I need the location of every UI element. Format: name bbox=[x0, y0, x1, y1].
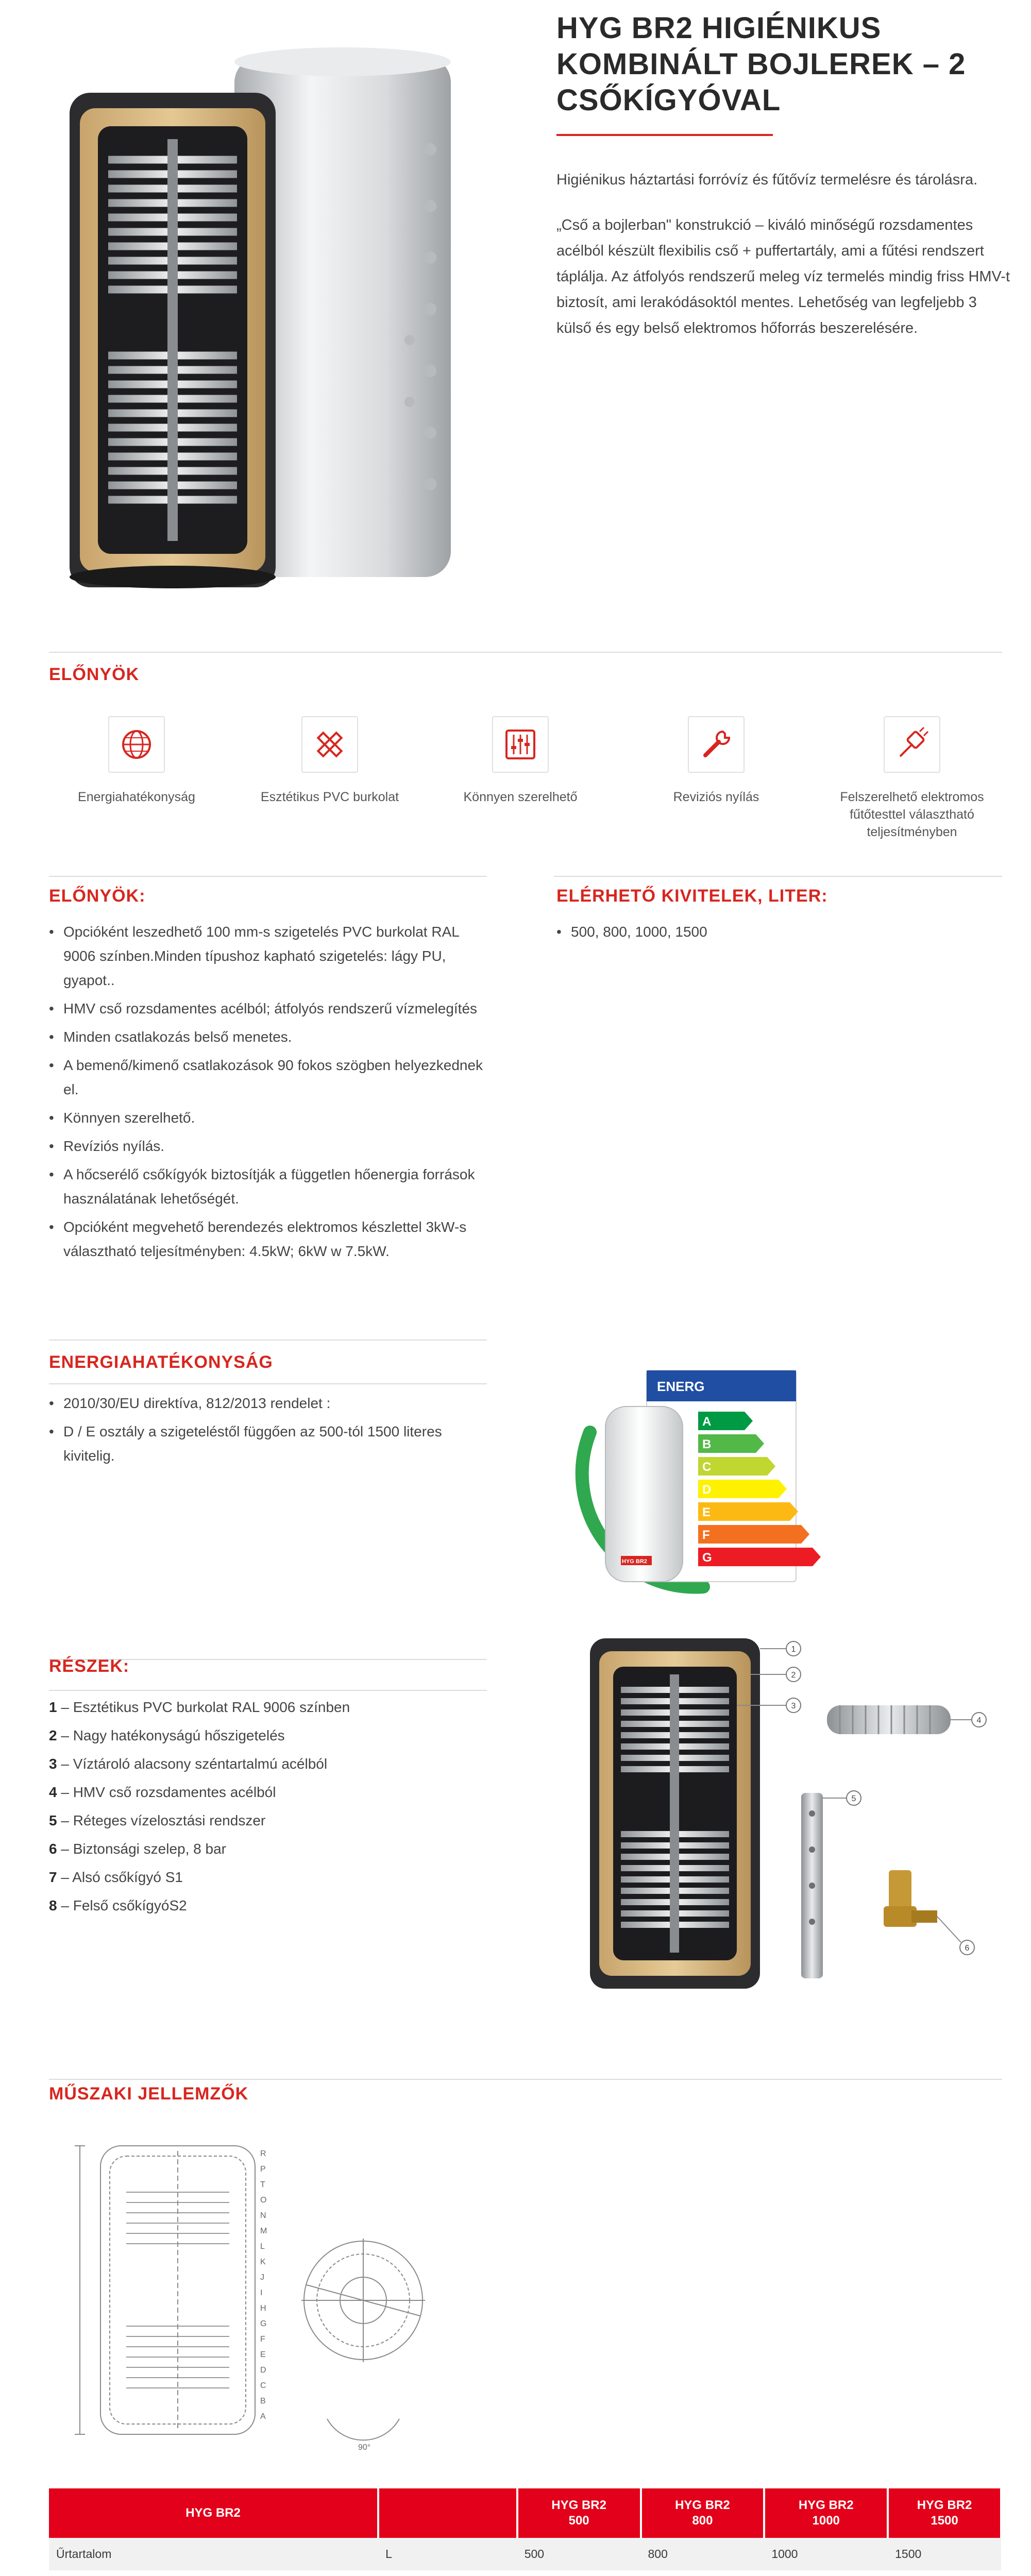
callout-number: 6 bbox=[965, 1944, 970, 1953]
table-header-row bbox=[49, 2488, 1001, 2538]
specs-heading: MŰSZAKI JELLEMZŐK bbox=[49, 2084, 249, 2104]
list-item: 4 – HMV cső rozsdamentes acélból bbox=[49, 1784, 276, 1800]
drawing-label: J bbox=[260, 2273, 264, 2282]
drawing-label: O bbox=[260, 2196, 267, 2205]
intro-paragraph: Higiénikus háztartási forróvíz és fűtővíz termelésre és tárolásra. bbox=[556, 172, 978, 188]
energy-globe-icon bbox=[108, 716, 165, 773]
advantage-item bbox=[59, 716, 214, 806]
specs-table bbox=[49, 2488, 1002, 2576]
advantage-item bbox=[835, 716, 989, 841]
callout-number: 4 bbox=[976, 1716, 982, 1725]
drawing-label: E bbox=[260, 2350, 266, 2359]
table-header-cell: HYG BR2 1500 bbox=[888, 2488, 1001, 2538]
intro-paragraph: „Cső a bojlerban" konstrukció – kiváló minőségű rozsdamentes acélból készült flexibilis cső + puffertartály, ami a fűtési rendszert táplálja. Az átfolyós rendszerű meleg víz termelés mindig friss HMV-t biztosít, ami lerakódásoktól mentes. Lehetőség van legfeljebb 3 külső és egy belső elektromos hőforrás beszerelésére. bbox=[556, 217, 1010, 336]
table-header-cell: HYG BR2 bbox=[49, 2488, 378, 2538]
list-item: 8 – Felső csőkígyóS2 bbox=[49, 1897, 187, 1913]
energy-class-bar bbox=[698, 1525, 809, 1544]
divider bbox=[49, 876, 487, 877]
drawing-label: D bbox=[260, 2366, 266, 2375]
energy-class-label: E bbox=[702, 1505, 711, 1519]
page-title: HYG BR2 HIGIÉNIKUS KOMBINÁLT BOJLEREK – 2 CSŐKÍGYÓVAL bbox=[556, 11, 966, 117]
callout-number: 3 bbox=[791, 1702, 796, 1710]
table-cell: L bbox=[378, 2538, 517, 2571]
heater-plug-icon bbox=[884, 716, 940, 773]
divider bbox=[49, 1340, 487, 1341]
table-header-cell: HYG BR2 800 bbox=[641, 2488, 765, 2538]
list-item: • HMV cső rozsdamentes acélból; átfolyós rendszerű vízmelegítés bbox=[49, 1001, 478, 1016]
energy-class-label: F bbox=[702, 1528, 710, 1542]
list-item: 3 – Víztároló alacsony széntartalmú acélból bbox=[49, 1756, 328, 1772]
advantage-item bbox=[443, 716, 598, 806]
parts-exploded-image bbox=[559, 1628, 1012, 2009]
drawing-label: P bbox=[260, 2165, 266, 2174]
table-cell bbox=[888, 2571, 1001, 2576]
divider bbox=[554, 876, 1002, 877]
list-item: 6 – Biztonsági szelep, 8 bar bbox=[49, 1841, 226, 1857]
table-cell: Űrtartalom bbox=[49, 2538, 378, 2571]
advantage-label: Könnyen szerelhető bbox=[463, 790, 578, 804]
energy-class-label: B bbox=[702, 1437, 712, 1451]
callout-number: 2 bbox=[791, 1671, 796, 1680]
table-cell bbox=[641, 2571, 765, 2576]
list-item: • Könnyen szerelhető. bbox=[49, 1110, 195, 1126]
pencil-ruler-icon bbox=[301, 716, 358, 773]
divider bbox=[49, 1690, 487, 1691]
list-item: • 500, 800, 1000, 1500 bbox=[556, 924, 707, 940]
sliders-icon bbox=[492, 716, 549, 773]
advantages-heading: ELŐNYÖK bbox=[49, 665, 140, 684]
table-cell: 1000 bbox=[764, 2538, 888, 2571]
divider bbox=[49, 1383, 487, 1384]
technical-drawing bbox=[49, 2130, 487, 2460]
tank-model-label: HYG BR2 bbox=[622, 1558, 647, 1565]
energy-class-label: G bbox=[702, 1551, 712, 1565]
list-item: 5 – Réteges vízelosztási rendszer bbox=[49, 1812, 266, 1828]
list-item: 1 – Esztétikus PVC burkolat RAL 9006 színben bbox=[49, 1699, 350, 1715]
table-row bbox=[49, 2538, 1001, 2571]
product-image bbox=[49, 41, 492, 608]
energy-label-graphic bbox=[559, 1350, 848, 1597]
drawing-label: L bbox=[260, 2242, 265, 2251]
title-underline bbox=[556, 134, 773, 136]
divider bbox=[49, 652, 1002, 653]
efficiency-heading: ENERGIAHATÉKONYSÁG bbox=[49, 1352, 273, 1372]
efficiency-list bbox=[49, 1391, 492, 1472]
table-header-cell bbox=[378, 2488, 517, 2538]
parts-heading: RÉSZEK: bbox=[49, 1656, 130, 1676]
advantage-label: Energiahatékonyság bbox=[78, 790, 195, 804]
advantage-label: Felszerelhető elektromos fűtőtesttel választható teljesítményben bbox=[840, 790, 984, 839]
callout-number: 1 bbox=[791, 1645, 796, 1654]
callout-number: 5 bbox=[851, 1794, 856, 1803]
drawing-label: 90° bbox=[358, 2443, 371, 2452]
list-item: • Opcióként megvehető berendezés elektromos készlettel 3kW-s választható teljesítményben: 4.5kW; 6kW w 7.5kW. bbox=[49, 1219, 467, 1259]
energy-label-text: ENERG bbox=[657, 1379, 705, 1394]
wrench-icon bbox=[688, 716, 745, 773]
drawing-label: F bbox=[260, 2335, 265, 2344]
energy-class-bar bbox=[698, 1548, 821, 1566]
benefits-list bbox=[49, 920, 492, 1267]
table-cell bbox=[764, 2571, 888, 2576]
list-item: • D / E osztály a szigeteléstől függően az 500-tól 1500 literes kivitelig. bbox=[49, 1423, 442, 1464]
drawing-label: K bbox=[260, 2258, 266, 2266]
table-cell: 500 bbox=[517, 2538, 641, 2571]
list-item: • Opcióként leszedhető 100 mm-s szigetelés PVC burkolat RAL 9006 színben.Minden típushoz kapható szigetelés: lágy PU, gyapot.. bbox=[49, 924, 459, 988]
drawing-label: T bbox=[260, 2180, 265, 2189]
benefits-heading: ELŐNYÖK: bbox=[49, 886, 146, 906]
energy-class-label: D bbox=[702, 1483, 712, 1497]
list-item: • A hőcserélő csőkígyók biztosítják a független hőenergia források használatának lehetőségét. bbox=[49, 1166, 475, 1207]
list-item: 7 – Alsó csőkígyó S1 bbox=[49, 1869, 183, 1885]
table-header-cell: HYG BR2 500 bbox=[517, 2488, 641, 2538]
drawing-label: I bbox=[260, 2289, 263, 2297]
parts-list bbox=[49, 1695, 492, 1922]
list-item: • 2010/30/EU direktíva, 812/2013 rendelet : bbox=[49, 1395, 331, 1411]
drawing-label: A bbox=[260, 2412, 266, 2421]
drawing-label: M bbox=[260, 2227, 267, 2235]
drawing-label: N bbox=[260, 2211, 266, 2220]
table-cell bbox=[517, 2571, 641, 2576]
advantage-item bbox=[252, 716, 407, 806]
divider bbox=[49, 2079, 1002, 2080]
energy-class-bar bbox=[698, 1480, 787, 1498]
table-cell: 800 bbox=[641, 2538, 765, 2571]
versions-list bbox=[556, 920, 1000, 948]
table-cell: 1500 bbox=[888, 2538, 1001, 2571]
drawing-label: B bbox=[260, 2397, 266, 2405]
drawing-label: R bbox=[260, 2149, 266, 2158]
drawing-label: G bbox=[260, 2319, 267, 2328]
table-row bbox=[49, 2571, 1001, 2576]
drawing-label: C bbox=[260, 2381, 266, 2390]
list-item: 2 – Nagy hatékonyságú hőszigetelés bbox=[49, 1727, 285, 1743]
energy-class-label: C bbox=[702, 1460, 712, 1474]
energy-class-label: A bbox=[702, 1415, 712, 1429]
versions-heading: ELÉRHETŐ KIVITELEK, LITER: bbox=[556, 886, 828, 906]
list-item: • A bemenő/kimenő csatlakozások 90 fokos szögben helyezkednek el. bbox=[49, 1057, 483, 1097]
energy-class-bar bbox=[698, 1502, 798, 1521]
table-cell bbox=[49, 2571, 378, 2576]
drawing-label: H bbox=[260, 2304, 266, 2313]
advantage-item bbox=[639, 716, 793, 806]
table-header-cell: HYG BR2 1000 bbox=[764, 2488, 888, 2538]
list-item: • Minden csatlakozás belső menetes. bbox=[49, 1029, 292, 1045]
table-cell bbox=[378, 2571, 517, 2576]
list-item: • Revíziós nyílás. bbox=[49, 1138, 165, 1154]
advantage-label: Esztétikus PVC burkolat bbox=[260, 790, 399, 804]
advantage-label: Reviziós nyílás bbox=[673, 790, 759, 804]
